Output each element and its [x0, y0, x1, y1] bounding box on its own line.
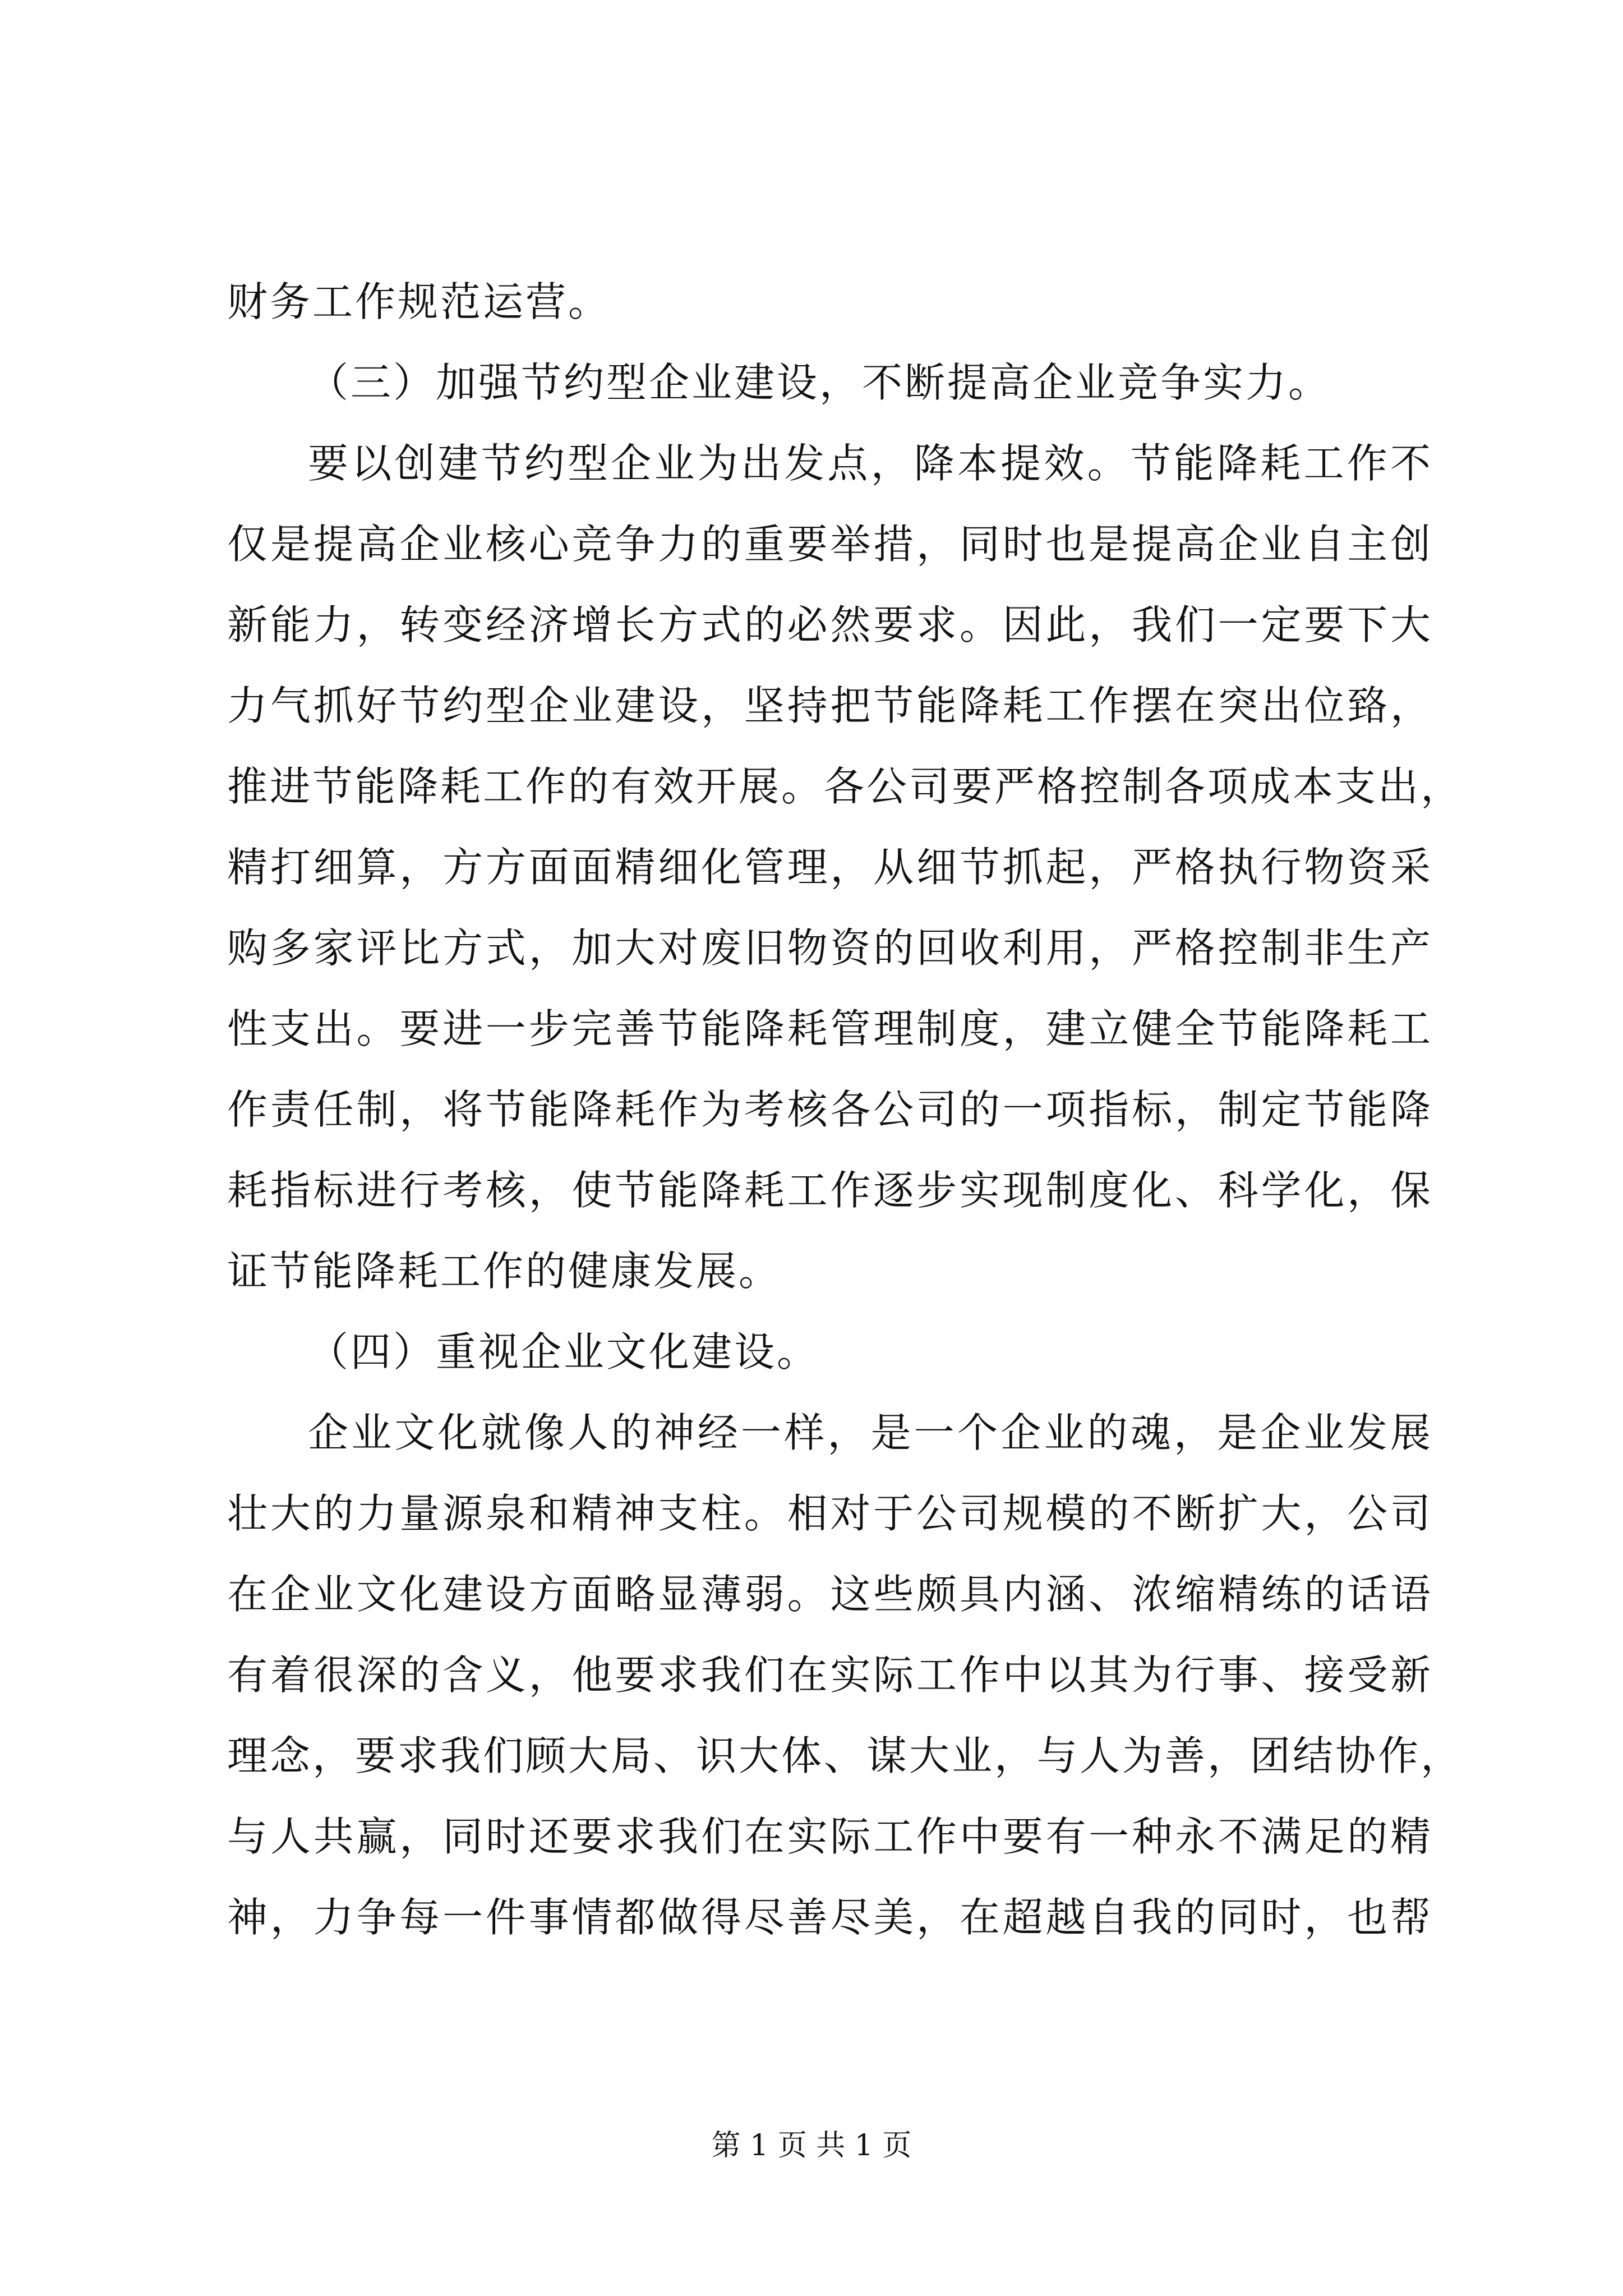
text-line: 精打细算，方方面面精细化管理，从细节抓起，严格执行物资采 [227, 844, 1433, 891]
text-line: 证节能降耗工作的健康发展。 [227, 1248, 782, 1295]
text-line: 壮大的力量源泉和精神支柱。相对于公司规模的不断扩大，公司 [227, 1490, 1433, 1537]
text-line: 与人共赢，同时还要求我们在实际工作中要有一种永不满足的精 [227, 1813, 1433, 1860]
page-footer: 第 1 页 共 1 页 [711, 2129, 912, 2162]
section-heading-4: （四）重视企业文化建设。 [308, 1328, 820, 1375]
text-line: 要以创建节约型企业为出发点，降本提效。节能降耗工作不 [308, 440, 1433, 487]
text-line: 力气抓好节约型企业建设，坚持把节能降耗工作摆在突出位臵， [227, 682, 1433, 729]
text-line: 仅是提高企业核心竞争力的重要举措，同时也是提高企业自主创 [227, 521, 1433, 568]
text-line: 耗指标进行考核，使节能降耗工作逐步实现制度化、科学化，保 [227, 1167, 1433, 1214]
section-heading-3: （三）加强节约型企业建设，不断提高企业竞争实力。 [308, 359, 1331, 406]
text-line: 购多家评比方式，加大对废旧物资的回收利用，严格控制非生产 [227, 924, 1433, 972]
document-body [227, 261, 1464, 1958]
text-line: 有着很深的含义，他要求我们在实际工作中以其为行事、接受新 [227, 1651, 1433, 1699]
text-line: 性支出。要进一步完善节能降耗管理制度，建立健全节能降耗工 [227, 1005, 1433, 1052]
text-line: 理念，要求我们顾大局、识大体、谋大业，与人为善，团结协作， [227, 1732, 1464, 1779]
text-line: 财务工作规范运营。 [227, 278, 611, 325]
text-line: 企业文化就像人的神经一样，是一个企业的魂，是企业发展 [308, 1409, 1433, 1456]
text-line: 作责任制，将节能降耗作为考核各公司的一项指标，制定节能降 [227, 1086, 1433, 1133]
text-line: 在企业文化建设方面略显薄弱。这些颇具内涵、浓缩精练的话语 [227, 1571, 1433, 1618]
text-line: 新能力，转变经济增长方式的必然要求。因此，我们一定要下大 [227, 601, 1433, 648]
text-line: 神，力争每一件事情都做得尽善尽美，在超越自我的同时，也帮 [227, 1894, 1433, 1941]
text-line: 推进节能降耗工作的有效开展。各公司要严格控制各项成本支出， [227, 763, 1464, 810]
